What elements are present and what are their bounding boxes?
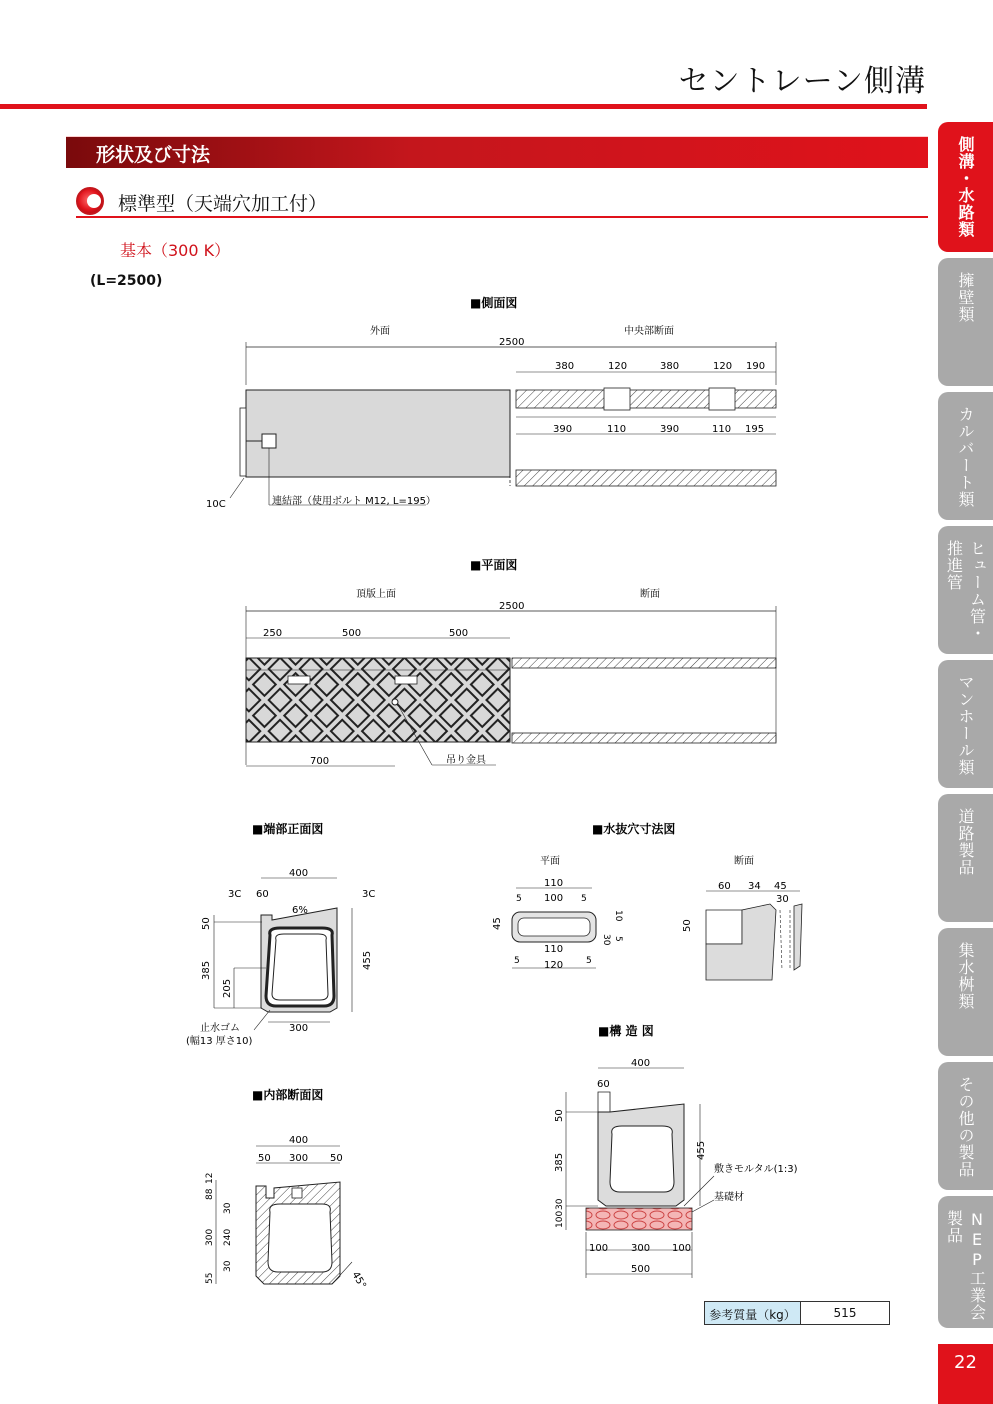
side-top-dim: 120 <box>608 361 628 372</box>
side-top-dim: 380 <box>555 361 575 372</box>
tab-other-products[interactable]: その他の製品 <box>938 1062 993 1190</box>
inner-part: 50 <box>258 1153 271 1164</box>
drain-section-dim: 30 <box>776 894 789 905</box>
end-chamfer-left: 3C <box>228 889 242 900</box>
tab-hume-pipes[interactable]: ヒューム管・推進管 <box>938 526 993 654</box>
inner-part: 50 <box>330 1153 343 1164</box>
structure-dim-left: 100 <box>555 1210 565 1228</box>
drain-plan-dim: 5 <box>581 894 587 904</box>
side-total: 2500 <box>499 337 525 348</box>
side-top-dim: 120 <box>713 361 733 372</box>
plan-top-label: 頂版上面 <box>356 589 396 600</box>
end-width: 400 <box>289 868 309 879</box>
end-chamfer-right: 3C <box>362 889 376 900</box>
subheading-title: 標準型（天端穴加工付） <box>118 193 328 215</box>
side-bottom-dim: 110 <box>712 424 732 435</box>
side-left-dim: 10C <box>206 499 226 510</box>
structure-width: 400 <box>631 1058 651 1069</box>
end-inner-width: 300 <box>289 1023 309 1034</box>
plan-dim: 500 <box>342 628 362 639</box>
structure-bottom-dim: 100 <box>589 1243 609 1254</box>
inner-left-dim: 30 <box>223 1260 233 1272</box>
tab-road-products[interactable]: 道路製品 <box>938 794 993 922</box>
structure-bottom-dim: 100 <box>672 1243 692 1254</box>
weight-table <box>704 1301 890 1325</box>
variant-label: 基本（300 K） <box>120 241 231 260</box>
plan-view-heading: ■平面図 <box>470 558 518 572</box>
bolt-note: 連結部（使用ボルト M12, L=195） <box>272 496 436 507</box>
plan-dim: 500 <box>449 628 469 639</box>
drain-plan-dim: 10 <box>613 910 623 922</box>
lifting-label: 吊り金具 <box>446 755 486 766</box>
side-bottom-dim: 195 <box>745 424 765 435</box>
end-notch: 60 <box>256 889 269 900</box>
tab-catch-basins[interactable]: 集水桝類 <box>938 928 993 1056</box>
side-view-heading: ■側面図 <box>470 296 518 310</box>
tab-manholes[interactable]: マンホール類 <box>938 660 993 788</box>
page-number: 22 <box>938 1344 993 1404</box>
end-dim-50: 50 <box>201 917 212 930</box>
inner-left-dim: 88 <box>205 1188 215 1200</box>
side-bottom-dim: 390 <box>553 424 573 435</box>
drain-plan-dim: 5 <box>613 936 623 942</box>
end-dim-385: 385 <box>201 960 212 980</box>
inner-left-dim: 240 <box>223 1228 233 1246</box>
end-slope: 6% <box>292 905 308 916</box>
side-top-dim: 380 <box>660 361 680 372</box>
side-top-dim: 190 <box>746 361 766 372</box>
inner-left-dim: 300 <box>205 1228 215 1246</box>
structure-dim-left: 50 <box>554 1109 565 1122</box>
structure-dim-455: 455 <box>696 1140 707 1160</box>
drain-plan-dim: 120 <box>544 960 564 971</box>
page-title: セントレーン側溝 <box>678 64 926 99</box>
inner-left-dim: 55 <box>205 1272 215 1284</box>
drain-plan-dim: 5 <box>586 956 592 966</box>
side-center-label: 中央部断面 <box>624 326 674 337</box>
drain-plan-dim: 30 <box>601 934 611 946</box>
structure-notch: 60 <box>597 1079 610 1090</box>
side-bottom-dim: 110 <box>607 424 627 435</box>
tab-nep-products[interactable]: NEP工業会製品 <box>938 1196 993 1328</box>
inner-left-dim: 12 <box>205 1172 215 1184</box>
structure-view-heading: ■構 造 図 <box>598 1024 654 1038</box>
end-dim-455: 455 <box>362 950 373 970</box>
base-label: 基礎材 <box>714 1192 744 1203</box>
structure-bottom-dim: 300 <box>631 1243 651 1254</box>
inner-angle: 45° <box>349 1270 368 1291</box>
drain-section-dim: 45 <box>774 881 787 892</box>
drain-plan-dim: 100 <box>544 893 564 904</box>
drain-section-dim: 50 <box>682 919 693 932</box>
drain-view-heading: ■水抜穴寸法図 <box>592 822 676 836</box>
mortar-label: 敷きモルタル(1:3) <box>714 1164 798 1175</box>
end-view-heading: ■端部正面図 <box>252 822 324 836</box>
end-dim-205: 205 <box>222 978 233 998</box>
plan-total: 2500 <box>499 601 525 612</box>
length-note: (L=2500) <box>90 273 163 289</box>
plan-dim: 250 <box>263 628 283 639</box>
section-title: 形状及び寸法 <box>96 144 211 166</box>
tab-channels[interactable]: 側溝・水路類 <box>938 122 993 252</box>
tab-retaining-walls[interactable]: 擁壁類 <box>938 258 993 386</box>
plan-bottom-dim: 700 <box>310 756 330 767</box>
rubber-spec: (幅13 厚さ10) <box>186 1036 253 1047</box>
drain-plan-label: 平面 <box>540 856 560 867</box>
drain-section-dim: 60 <box>718 881 731 892</box>
structure-dim-left: 30 <box>555 1198 565 1210</box>
drain-plan-dim: 5 <box>516 894 522 904</box>
weight-label: 参考質量（kg） <box>705 1302 801 1324</box>
structure-dim-left: 385 <box>554 1152 565 1172</box>
drain-section-dim: 34 <box>748 881 761 892</box>
rubber-label: 止水ゴム <box>200 1023 240 1034</box>
drain-plan-dim: 45 <box>492 917 503 930</box>
inner-part: 300 <box>289 1153 309 1164</box>
drain-plan-dim: 110 <box>544 944 564 955</box>
drain-section-label: 断面 <box>734 856 754 867</box>
inner-view-heading: ■内部断面図 <box>252 1088 324 1102</box>
inner-width: 400 <box>289 1135 309 1146</box>
side-bottom-dim: 390 <box>660 424 680 435</box>
drain-plan-dim: 5 <box>514 956 520 966</box>
weight-value: 515 <box>833 1306 857 1320</box>
tab-culverts[interactable]: カルバート類 <box>938 392 993 520</box>
drain-plan-dim: 110 <box>544 878 564 889</box>
inner-left-dim: 30 <box>223 1202 233 1214</box>
plan-section-label: 断面 <box>640 589 660 600</box>
structure-base-width: 500 <box>631 1264 651 1275</box>
side-outer-label: 外面 <box>370 326 390 337</box>
